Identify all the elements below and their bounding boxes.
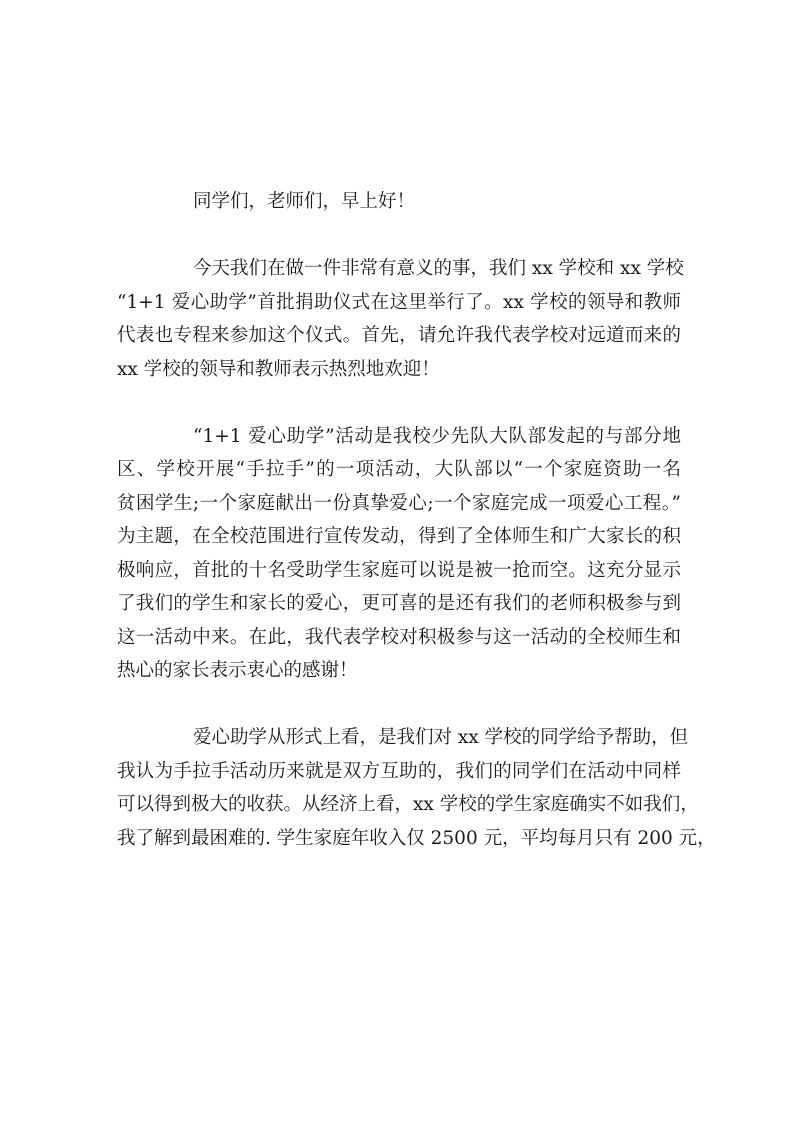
greeting-line (117, 185, 681, 219)
paragraph-line: xx 学校的领导和教师表示热烈地欢迎！ (117, 358, 440, 380)
document-page (117, 185, 716, 855)
paragraph-line: 热心的家长表示衷心的感谢！ (117, 660, 358, 681)
paragraph-3 (117, 721, 716, 855)
paragraph-line: 区、学校开展“手拉手”的一项活动，大队部以“一个家庭资助一名 (117, 459, 681, 480)
paragraph-line: 贫困学生;一个家庭献出一份真挚爱心;一个家庭完成一项爱心工程。” (117, 492, 681, 514)
paragraph-line: 代表也专程来参加这个仪式。首先，请允许我代表学校对远道而来的 (117, 325, 681, 346)
paragraph-line: 极响应，首批的十名受助学生家庭可以说是被一抢而空。这充分显示 (117, 559, 681, 581)
paragraph-1 (117, 252, 684, 386)
paragraph-line: 这一活动中来。在此，我代表学校对积极参与这一活动的全校师生和 (117, 626, 681, 648)
paragraph-line: “1+1 爱心助学”首批捐助仪式在这里举行了。xx 学校的领导和教师 (117, 291, 681, 313)
paragraph-line: 了我们的学生和家长的爱心，更可喜的是还有我们的老师积极参与到 (117, 593, 681, 614)
paragraph-line: 我了解到最困难的. 学生家庭年收入仅 2500 元，平均每月只有 200 元， (117, 827, 716, 849)
paragraph-line: 可以得到极大的收获。从经济上看，xx 学校的学生家庭确实不如我们， (117, 794, 699, 815)
paragraph-line: 为主题，在全校范围进行宣传发动，得到了全体师生和广大家长的积 (117, 526, 681, 547)
paragraph-line: 爱心助学从形式上看，是我们对 xx 学校的同学给予帮助，但 (193, 727, 689, 748)
paragraph-2 (117, 420, 681, 688)
paragraph-line: 我认为手拉手活动历来就是双方互助的，我们的同学们在活动中同样 (117, 760, 681, 782)
paragraph-line: “1+1 爱心助学”活动是我校少先队大队部发起的与部分地 (193, 425, 681, 447)
paragraph-line: 今天我们在做一件非常有意义的事，我们 xx 学校和 xx 学校 (193, 258, 684, 279)
greeting-text: 同学们，老师们，早上好！ (193, 191, 416, 212)
